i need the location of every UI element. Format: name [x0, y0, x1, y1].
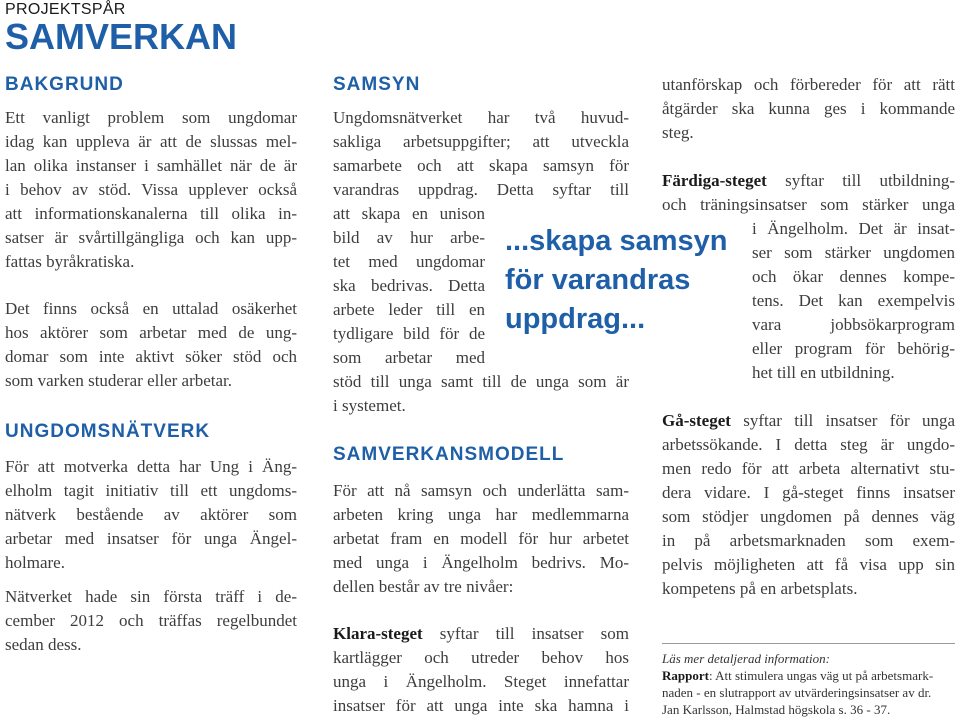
paragraph-ungdomsnatverk-1 — [5, 455, 297, 575]
text-line: steg. — [662, 123, 694, 142]
text-line: För att motverka detta har Ung i Äng- — [5, 457, 297, 476]
text-line: och träningsinsatser som stärker unga — [662, 195, 955, 214]
reference-line: Jan Karlsson, Halmstad högskola s. 36 - 37. — [662, 702, 891, 717]
text-line: holmare. — [5, 553, 65, 572]
text-line: kartlägger och utreder behov hos — [333, 648, 629, 667]
text-line: elholm tagit initiativ till ett ungdoms- — [5, 481, 297, 500]
text-line: Det finns också en uttalad osäkerhet — [5, 299, 297, 318]
text-line: nätverk bestående av aktörer som — [5, 505, 297, 524]
text-line: idag kan uppleva är att de slussas mel- — [5, 132, 297, 151]
text-line: Ett vanligt problem som ungdomar — [5, 108, 297, 127]
paragraph-bakgrund-1 — [5, 106, 297, 274]
text-line: in på arbetsmarknaden som exem- — [662, 531, 955, 550]
text-line: varandras uppdrag. Detta syftar till — [333, 180, 629, 199]
column-left — [5, 0, 297, 720]
text-line: arbetar med insatser för unga Ängel- — [5, 529, 297, 548]
run-in-term: Färdiga-steget — [662, 171, 767, 190]
text-line: att informationskanalerna till olika in- — [5, 204, 297, 223]
text-line: insatser för att unga inte ska hamna i — [333, 696, 629, 715]
text-run: syftar till utbildning- — [785, 171, 955, 190]
text-line: ser som stärker ungdomen — [752, 243, 955, 262]
heading-bakgrund: BAKGRUND — [5, 74, 124, 95]
reference-text: : Att stimulera ungas väg ut på arbetsmark- — [708, 668, 934, 683]
text-line: sakliga arbetsuppgifter; att utveckla — [333, 132, 629, 151]
text-line: kompetens på en arbetsplats. — [662, 579, 858, 598]
reference-term: Rapport — [662, 668, 709, 683]
column-right — [662, 0, 955, 720]
paragraph-bakgrund-2 — [5, 297, 297, 393]
text-line: dera vidare. I gå-steget finns insatser — [662, 483, 955, 502]
column-middle — [333, 0, 629, 720]
text-line — [333, 622, 629, 646]
text-line: arbeten kring unga har medlemmarna — [333, 505, 629, 524]
run-in-term: Klara-steget — [333, 624, 423, 643]
text-line: i systemet. — [333, 396, 406, 415]
text-line: ska bedrivas. Detta — [333, 276, 485, 295]
text-line: För att nå samsyn och underlätta sam- — [333, 481, 629, 500]
text-line: hos aktörer som arbetar med de ung- — [5, 323, 297, 342]
pull-quote-line: ...skapa samsyn — [505, 225, 728, 257]
text-line: lan olika instanser i samhället när de är — [5, 156, 297, 175]
divider — [662, 643, 955, 644]
paragraph-klara-steget-continued — [662, 73, 955, 145]
text-line: dellen består av tre nivåer: — [333, 577, 514, 596]
text-line: tydligare bild för de — [333, 324, 485, 343]
text-line: pelvis möjligheten att få visa upp sin — [662, 555, 955, 574]
text-line: arbetssökande. I detta steg är ungdo- — [662, 435, 955, 454]
paragraph-klara-steget — [333, 622, 629, 718]
page-title: SAMVERKAN — [5, 16, 238, 57]
text-line: med unga i Ängelholm bedrivs. Mo- — [333, 553, 629, 572]
heading-ungdomsnatverk: UNGDOMSNÄTVERK — [5, 421, 211, 442]
text-line: eller program för behörig- — [752, 339, 955, 358]
text-line: som varken studerar eller arbetar. — [5, 371, 233, 390]
text-line: unga i Ängelholm. Steget innefattar — [333, 672, 629, 691]
text-line: tens. Det kan exempelvis — [752, 291, 955, 310]
text-run: syftar till insatser för unga — [743, 411, 955, 430]
text-line: tet med ungdomar — [333, 252, 485, 271]
text-line: stöd till unga samt till de unga som är — [333, 372, 629, 391]
text-line — [662, 169, 955, 193]
text-line: som stödjer ungdomen på dennes väg — [662, 507, 955, 526]
text-line: att skapa en unison — [333, 204, 485, 223]
reference-intro: Läs mer detaljerad information: — [662, 651, 830, 666]
pull-quote-line: för varandras — [505, 264, 691, 296]
reference-line: naden - en slutrapport av utvärderingsinsatser av dr. — [662, 685, 932, 700]
text-line: Ungdomsnätverket har två huvud- — [333, 108, 629, 127]
paragraph-samverkansmodell — [333, 479, 629, 599]
text-line: cember 2012 och träffas regelbundet — [5, 611, 297, 630]
text-line: satser är svårtillgängliga och kan upp- — [5, 228, 297, 247]
section-kicker: PROJEKTSPÅR — [5, 1, 126, 18]
run-in-term: Gå-steget — [662, 411, 731, 430]
paragraph-ga-steget — [662, 409, 955, 601]
text-line: arbetat fram en modell för hur arbetet — [333, 529, 629, 548]
heading-samsyn: SAMSYN — [333, 74, 421, 95]
pull-quote-line: uppdrag... — [505, 303, 646, 335]
text-run: syftar till insatser som — [439, 624, 629, 643]
reference-box — [662, 650, 955, 718]
heading-samverkansmodell: SAMVERKANSMODELL — [333, 444, 565, 465]
text-line: fattas byråkratiska. — [5, 252, 135, 271]
text-line: och ökar dennes kompe- — [752, 267, 955, 286]
text-line: het till en utbildning. — [752, 363, 895, 382]
text-line: domar som inte aktivt söker stöd och — [5, 347, 297, 366]
text-line — [662, 409, 955, 433]
text-line: utanförskap och förbereder för att rätt — [662, 75, 955, 94]
text-line: bild av hur arbe- — [333, 228, 485, 247]
text-line: åtgärder ska kunna ges i kommande — [662, 99, 955, 118]
text-line: Nätverket hade sin första träff i de- — [5, 587, 297, 606]
pull-quote — [505, 222, 727, 339]
text-line: i Ängelholm. Det är insat- — [752, 219, 955, 238]
reference-line — [662, 667, 955, 684]
text-line: samarbete och att skapa samsyn för — [333, 156, 629, 175]
text-line: men redo för att arbeta alternativt stu- — [662, 459, 955, 478]
text-line: sedan dess. — [5, 635, 82, 654]
text-line: arbete leder till en — [333, 300, 485, 319]
paragraph-ungdomsnatverk-2 — [5, 585, 297, 657]
text-line: som arbetar med — [333, 348, 485, 367]
text-line: i behov av stöd. Vissa upplever också — [5, 180, 297, 199]
text-line: vara jobbsökarprogram — [752, 315, 955, 334]
